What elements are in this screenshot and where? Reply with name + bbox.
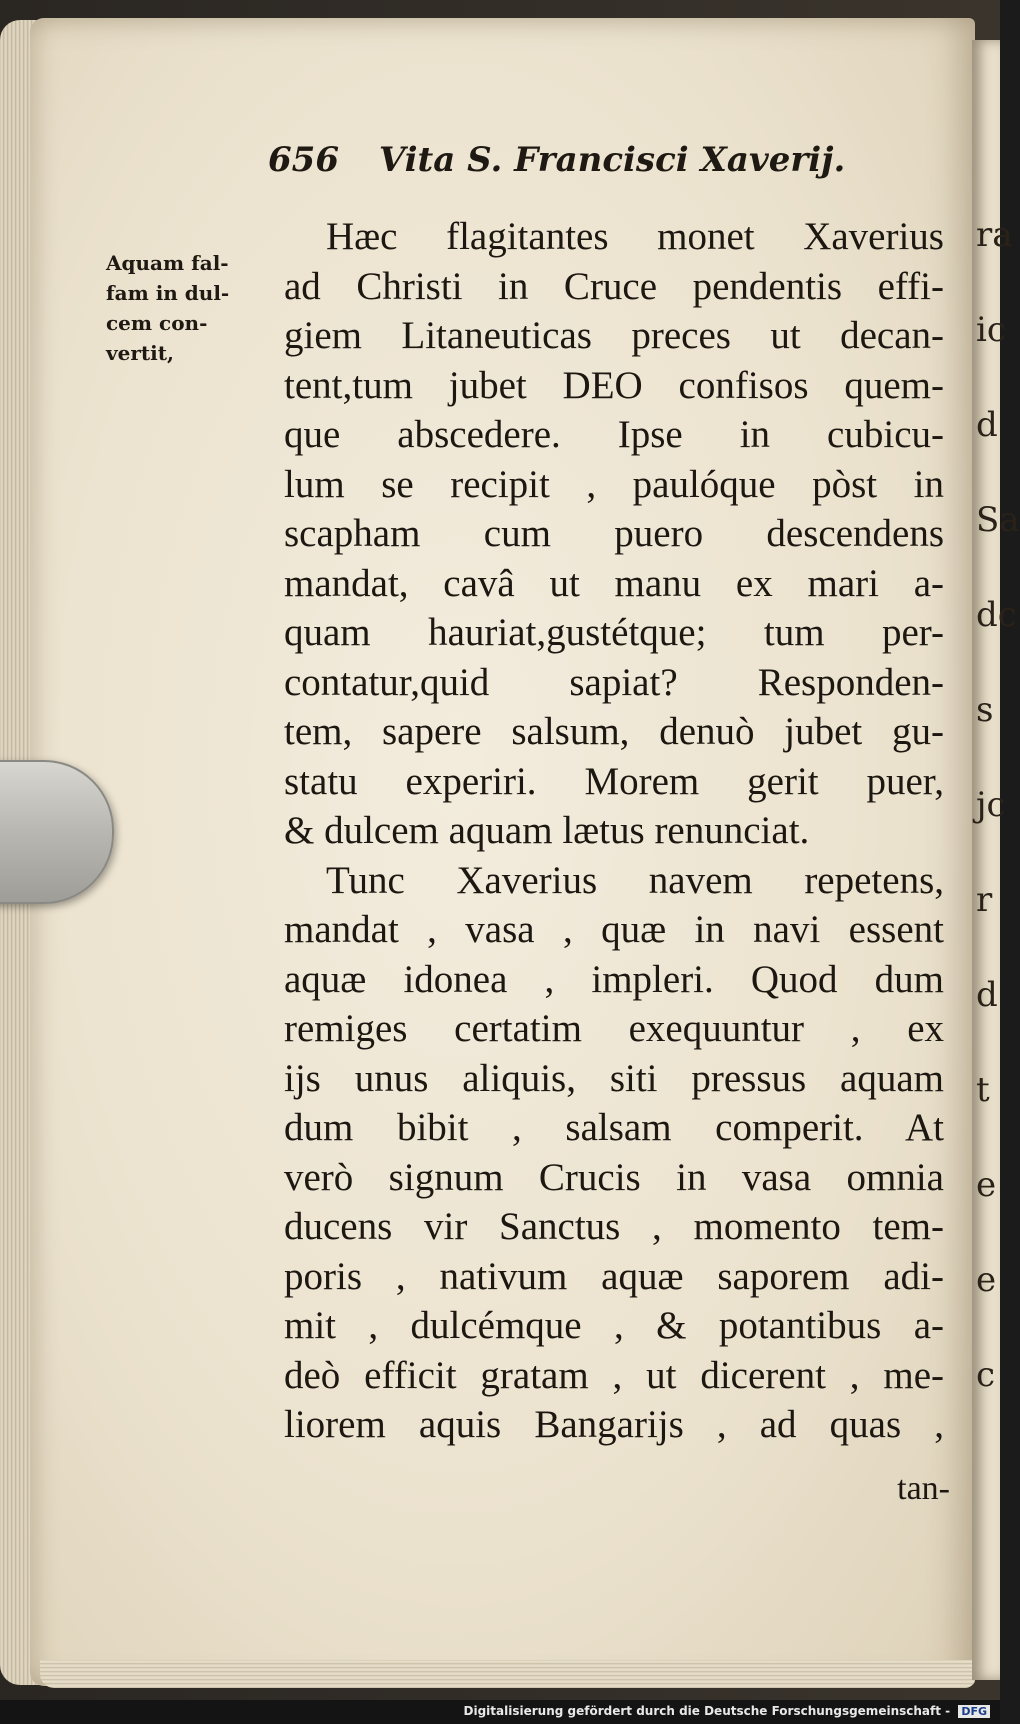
body-text [284, 212, 944, 1450]
text-line: contatur,quid sapiat? Responden- [284, 660, 944, 704]
running-head [268, 140, 868, 190]
marginal-note-line: vertit, [106, 341, 174, 365]
running-title: Vita S. Francisci Xaverij. [378, 140, 846, 180]
text-line: poris , nativum aquæ saporem adi- [284, 1254, 944, 1298]
footer-credit [464, 1704, 990, 1718]
marginal-note [106, 248, 266, 368]
footer-bar [0, 1700, 1000, 1724]
footer-credit-text: Digitalisierung gefördert durch die Deutsche Forschungsgemeinschaft - [463, 1704, 951, 1718]
facing-page-fragment: e [976, 1260, 997, 1300]
facing-page-fragment: jc [976, 785, 1006, 825]
text-line: & dulcem aquam lætus renunciat. [284, 809, 810, 852]
facing-page-edge [972, 40, 1020, 1680]
text-line: mandat , vasa , quæ in navi essent [284, 908, 944, 951]
text-line: mit , dulcémque , & potantibus a- [284, 1304, 944, 1347]
text-line: giem Litaneuticas preces ut decan- [284, 314, 944, 357]
page-number: 656 [268, 140, 339, 180]
text-line: tem, sapere salsum, denuò jubet gu- [284, 710, 944, 753]
facing-page-fragment: r [976, 880, 993, 920]
text-line: ducens vir Sanctus , momento tem- [284, 1205, 944, 1248]
text-line: verò signum Crucis in vasa omnia [284, 1155, 944, 1199]
text-line: que abscedere. Ipse in cubicu- [284, 413, 944, 456]
text-line: remiges certatim exequuntur , ex [284, 1007, 944, 1050]
text-line: statu experiri. Morem gerit puer, [284, 759, 944, 803]
text-line: quam hauriat,gustétque; tum per- [284, 611, 944, 654]
marginal-note-line: fam in dul- [106, 281, 230, 305]
facing-page-fragment: dc [976, 595, 1017, 635]
text-line: lum se recipit , paulóque pòst in [284, 462, 944, 506]
facing-page-fragment: d [976, 405, 998, 445]
facing-page-fragment: e [976, 1165, 997, 1205]
facing-page-fragment: s [976, 690, 994, 730]
text-line: liorem aquis Bangarijs , ad quas , [284, 1403, 944, 1446]
text-line: mandat, cavâ ut manu ex mari a- [284, 561, 944, 605]
facing-page-fragment: ic [976, 310, 1006, 350]
text-line: ad Christi in Cruce pendentis effi- [284, 264, 944, 308]
text-line: deò efficit gratam , ut dicerent , me- [284, 1353, 944, 1397]
marginal-note-line: cem con- [106, 311, 208, 335]
text-line: ijs unus aliquis, siti pressus aquam [284, 1056, 944, 1100]
text-line: Tunc Xaverius navem repetens, [326, 858, 944, 902]
facing-page-fragment: d [976, 975, 998, 1015]
text-line: dum bibit , salsam comperit. At [284, 1106, 944, 1149]
facing-page-fragment: Sa [976, 500, 1020, 540]
text-line: scapham cum puero descendens [284, 512, 944, 555]
dfg-logo-icon: DFG [958, 1705, 990, 1718]
text-line: tent,tum jubet DEO confisos quem- [284, 363, 944, 407]
facing-page-fragment: t [976, 1070, 990, 1110]
text-line: aquæ idonea , impleri. Quod dum [284, 957, 944, 1001]
marginal-note-line: Aquam fal- [106, 251, 229, 275]
catchword: tan- [897, 1470, 950, 1507]
page-bottom-edge [40, 1660, 975, 1688]
text-line: Hæc flagitantes monet Xaverius [326, 215, 944, 258]
facing-page-fragment: c [976, 1355, 996, 1395]
facing-page-fragment: ra [976, 215, 1013, 255]
